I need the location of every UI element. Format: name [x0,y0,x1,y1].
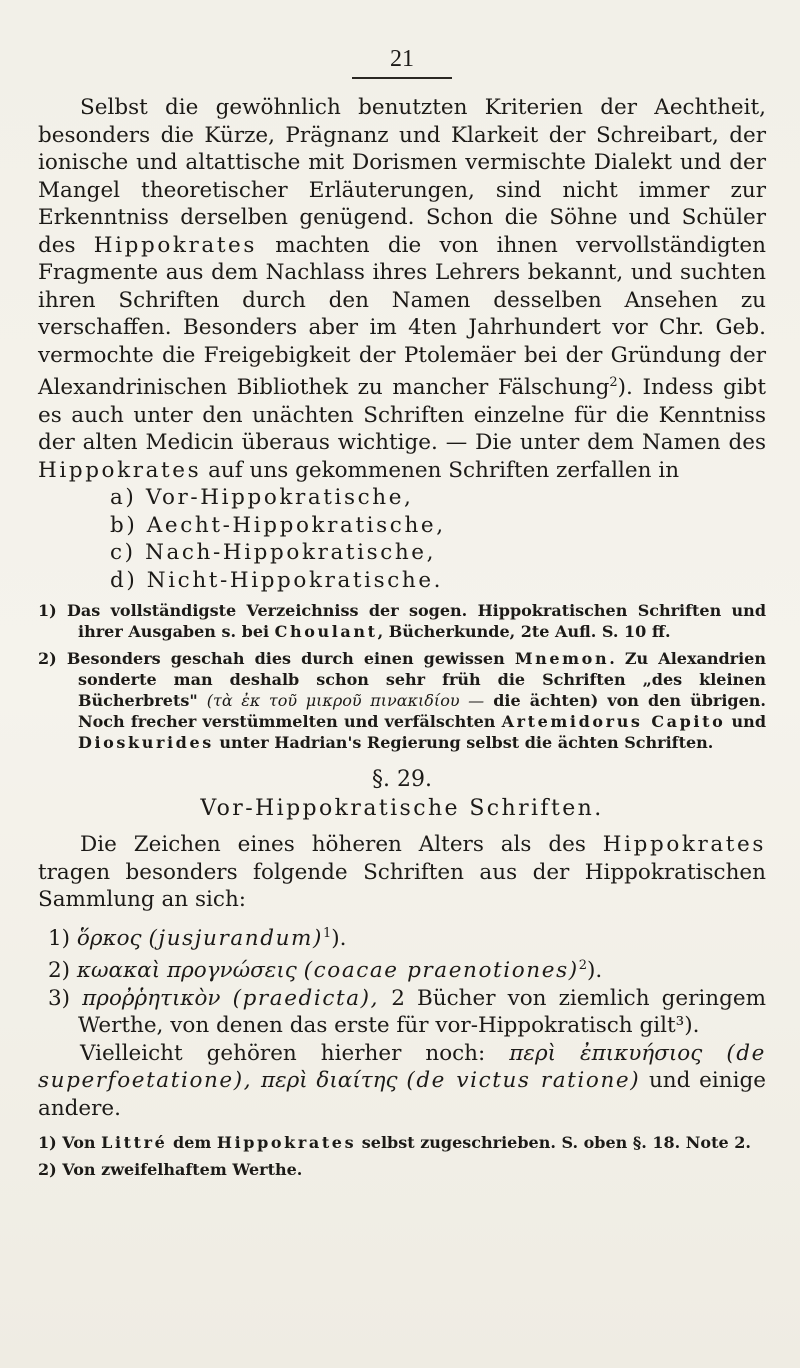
page-content [38,94,766,1180]
work-item: 3) προῤῥητικὸν (praedicta), 2 Bücher von ziemlich geringem Werthe, von denen das erste für vor-Hippokratisch gilt³). [48,985,766,1039]
category-item: d) Nicht-Hippokratische. [110,567,444,593]
section-number: §. 29. [372,767,432,793]
footnote-3: 1) Von Littré dem Hippokrates selbst zugeschrieben. S. oben §. 18. Note 2. [38,1133,751,1153]
category-item: c) Nach-Hippokratische, [110,540,437,566]
work-item: 1) ὅρκος (jusjurandum)$^1$). [48,925,347,951]
category-item: a) Vor-Hippokratische, [110,485,414,511]
name-hippokrates-2: Hippokrates [38,457,202,483]
paragraph-perhaps: Vielleicht gehören hierher noch: περὶ ἐπικυήσιος (de superfoetatione), περὶ διαίτης (de victus ratione) und einige andere. [38,1040,766,1121]
category-list [38,484,766,594]
name-hippokrates: Hippokrates [93,232,258,258]
paragraph-criteria: Selbst die gewöhnlich benutzten Kriterien der Aechtheit, besonders die Kürze, Prägnanz und Klarkeit der Schreibart, der ionische und altattische mit Dorismen vermischte Dialekt und der Mangel theoretischer Erläuterungen, sind nicht immer zur Erkenntniss derselben genügend. Schon die Söhne und Schüler des Hippokrates machten die von ihnen vervollständigten Fragmente aus dem Nachlass ihres Lehrers bekannt, und suchten ihren Schriften durch den Namen desselben Ansehen zu verschaffen. Besonders aber im 4ten Jahrhundert vor Chr. Geb. vermochte die Freigebigkeit der Ptolemäer bei der Gründung der Alexandrinischen Bibliothek zu mancher Fälschung$^2$). Indess gibt es auch unter den unächten Schriften einzelne für die Kenntniss der alten Medicin überaus wichtige. — Die unter dem Namen des Hippokrates auf uns gekommenen Schriften zerfallen in [38,95,766,483]
paragraph-signs: Die Zeichen eines höheren Alters als des Hippokrates tragen besonders folgende Schriften aus der Hippokratischen Sammlung an sich: [38,832,766,913]
page-number: 21 [352,46,452,79]
footnote-4: 2) Von zweifelhaftem Werthe. [38,1160,303,1180]
footnote-2: 2) Besonders geschah dies durch einen gewissen Mnemon. Zu Alexandrien sonderte man deshalb schon sehr früh die Schriften „des kleinen Bücherbrets" (τὰ ἐκ τοῦ μικροῦ πινακιδίου — die ächten) von den übrigen. Noch frecher verstümmelten und verfälschten Artemidorus Capito und Dioskurides unter Hadrian's Regierung selbst die ächten Schriften. [38,649,766,753]
category-item: b) Aecht-Hippokratische, [110,512,446,538]
work-item: 2) κωακαὶ προγνώσεις (coacae praenotiones)$^2$). [48,958,603,984]
footnote-1: 1) Das vollständigste Verzeichniss der sogen. Hippokratischen Schriften und ihrer Ausgaben s. bei Choulant, Bücherkunde, 2te Aufl. S. 10 ff. [38,601,767,642]
works-list [38,920,766,1040]
section-title: Vor-Hippokratische Schriften. [200,796,604,822]
